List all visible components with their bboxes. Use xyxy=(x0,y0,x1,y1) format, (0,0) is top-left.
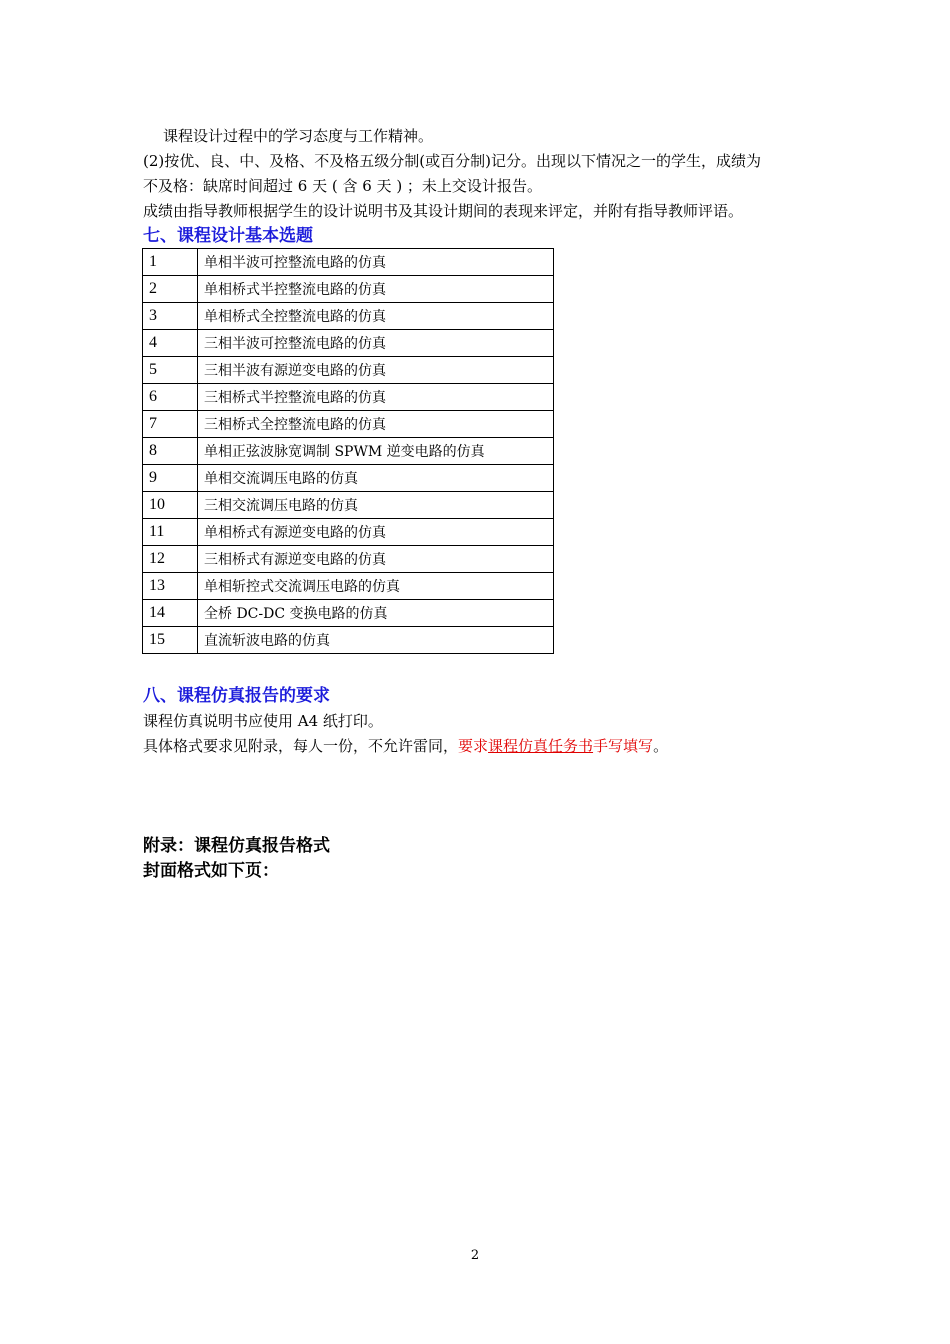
table-row xyxy=(143,546,554,573)
topic-title: 单相斩控式交流调压电路的仿真 xyxy=(198,573,554,600)
topic-title: 三相半波有源逆变电路的仿真 xyxy=(198,357,554,384)
topic-number: 13 xyxy=(143,573,198,600)
topic-number: 10 xyxy=(143,492,198,519)
topic-number: 11 xyxy=(143,519,198,546)
cover-format-heading: 封面格式如下页： xyxy=(143,861,279,881)
requirement-text: 具体格式要求见附录，每人一份，不允许雷同， xyxy=(143,737,459,755)
table-row xyxy=(143,573,554,600)
topic-title: 单相桥式全控整流电路的仿真 xyxy=(198,303,554,330)
topic-number: 12 xyxy=(143,546,198,573)
topic-title: 三相桥式有源逆变电路的仿真 xyxy=(198,546,554,573)
topic-title: 单相交流调压电路的仿真 xyxy=(198,465,554,492)
topic-title: 三相半波可控整流电路的仿真 xyxy=(198,330,554,357)
table-row xyxy=(143,438,554,465)
section-8-line-1: 课程仿真说明书应使用 A4 纸打印。 xyxy=(143,712,383,730)
topic-number: 1 xyxy=(143,249,198,276)
topic-title: 单相桥式半控整流电路的仿真 xyxy=(198,276,554,303)
intro-line-1: 课程设计过程中的学习态度与工作精神。 xyxy=(163,127,434,145)
topic-number: 15 xyxy=(143,627,198,654)
topic-title: 三相交流调压电路的仿真 xyxy=(198,492,554,519)
topic-title: 全桥 DC-DC 变换电路的仿真 xyxy=(198,600,554,627)
section-7-heading: 七、课程设计基本选题 xyxy=(143,226,313,246)
intro-line-3: 不及格：缺席时间超过 6 天 ( 含 6 天 ) ；未上交设计报告。 xyxy=(143,177,542,195)
table-row xyxy=(143,600,554,627)
table-row xyxy=(143,276,554,303)
requirement-emphasis-tail: 手写填写 xyxy=(593,737,654,755)
topic-number: 2 xyxy=(143,276,198,303)
topic-number: 3 xyxy=(143,303,198,330)
appendix-heading: 附录：课程仿真报告格式 xyxy=(143,836,330,856)
topic-number: 7 xyxy=(143,411,198,438)
table-row xyxy=(143,627,554,654)
page-number: 2 xyxy=(470,1248,480,1263)
table-row xyxy=(143,465,554,492)
table-row xyxy=(143,411,554,438)
topic-title: 单相正弦波脉宽调制 SPWM 逆变电路的仿真 xyxy=(198,438,554,465)
table-row xyxy=(143,357,554,384)
topic-number: 9 xyxy=(143,465,198,492)
task-book-link[interactable]: 课程仿真任务书 xyxy=(488,737,594,755)
section-8-heading: 八、课程仿真报告的要求 xyxy=(143,686,330,706)
table-row xyxy=(143,330,554,357)
topic-number: 5 xyxy=(143,357,198,384)
intro-line-4: 成绩由指导教师根据学生的设计说明书及其设计期间的表现来评定，并附有指导教师评语。 xyxy=(143,202,744,220)
topic-number: 4 xyxy=(143,330,198,357)
table-row xyxy=(143,492,554,519)
topic-number: 14 xyxy=(143,600,198,627)
table-row xyxy=(143,249,554,276)
requirement-period: 。 xyxy=(653,737,669,755)
intro-line-2: (2)按优、良、中、及格、不及格五级分制(或百分制)记分。出现以下情况之一的学生，成绩为 xyxy=(143,152,761,170)
table-row xyxy=(143,303,554,330)
topics-table xyxy=(142,248,554,654)
table-row xyxy=(143,519,554,546)
requirement-emphasis: 要求 xyxy=(458,737,489,755)
topic-title: 三相桥式半控整流电路的仿真 xyxy=(198,384,554,411)
topic-number: 8 xyxy=(143,438,198,465)
topic-title: 单相桥式有源逆变电路的仿真 xyxy=(198,519,554,546)
topic-number: 6 xyxy=(143,384,198,411)
topic-title: 单相半波可控整流电路的仿真 xyxy=(198,249,554,276)
section-8-line-2 xyxy=(143,736,668,756)
table-row xyxy=(143,384,554,411)
topic-title: 三相桥式全控整流电路的仿真 xyxy=(198,411,554,438)
topic-title: 直流斩波电路的仿真 xyxy=(198,627,554,654)
